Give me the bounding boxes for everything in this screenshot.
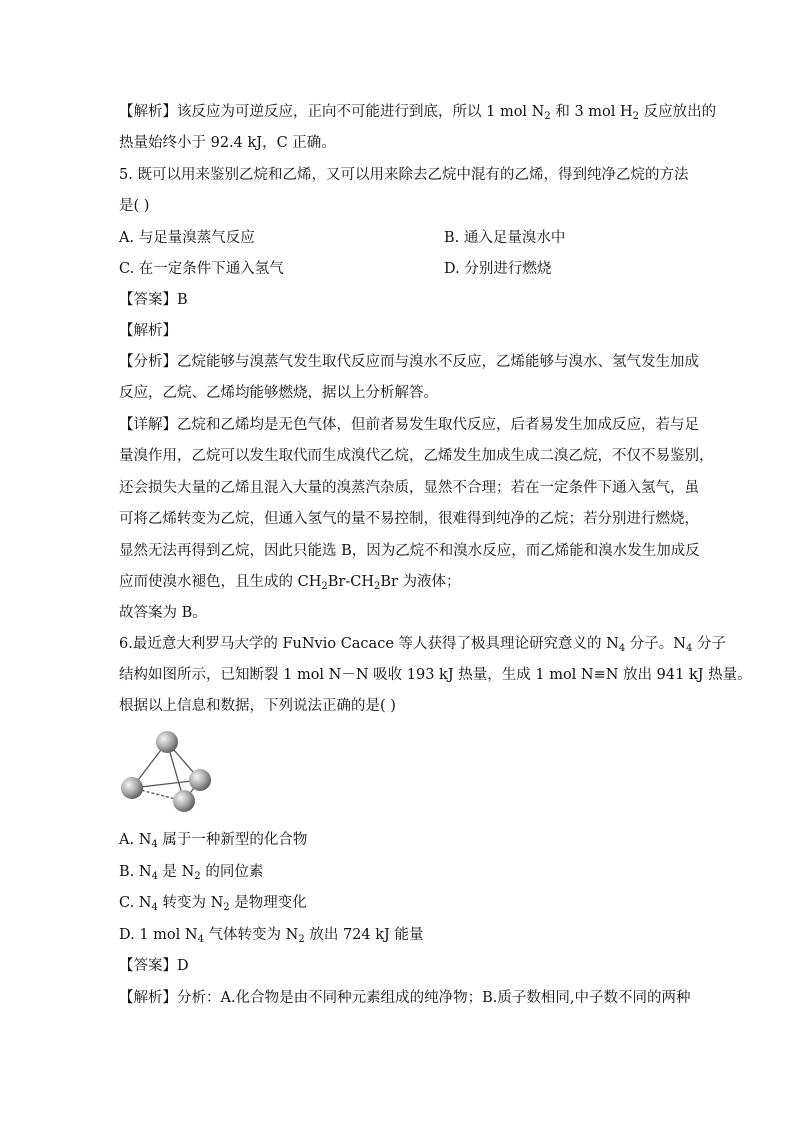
q5-detail-line6: 应而使溴水褪色，且生成的 $CH_2Br-CH_2Br$ 为液体； (119, 574, 461, 592)
q5-stem-line1: 5. 既可以用来鉴别乙烷和乙烯，又可以用来除去乙烷中混有的乙烯，得到纯净乙烷的方法 (119, 167, 689, 183)
q5-detail-line2: 量溴作用，乙烷可以发生取代而生成溴代乙烷，乙烯发生加成生成二溴乙烷，不仅不易鉴别， (119, 448, 714, 464)
q6-stem-line2: 结构如图所示，已知断裂 1 mol N－N 吸收 193 kJ 热量，生成 1 mol N≡N 放出 941 kJ 热量。 (119, 667, 752, 683)
q5-answer: 【答案】B (119, 292, 188, 308)
q5-conclusion: 故答案为 B。 (119, 605, 207, 621)
q4-explain-line2: 热量始终小于 92.4 kJ，C 正确。 (119, 135, 336, 151)
q5-option-c: C. 在一定条件下通入氢气 (119, 261, 284, 277)
q5-option-b: B. 通入足量溴水中 (444, 230, 566, 246)
q5-analysis-line1: 【分析】乙烷能够与溴蒸气发生取代反应而与溴水不反应，乙烯能够与溴水、氢气发生加成 (119, 354, 699, 370)
nitrogen-atom (189, 769, 211, 791)
nitrogen-atom (156, 731, 178, 753)
q5-detail-line3: 还会损失大量的乙烯且混入大量的溴蒸汽杂质，显然不合理；若在一定条件下通入氢气，虽 (119, 480, 699, 496)
n4-molecule-figure (118, 726, 218, 816)
q6-option-a: A. $N_4$ 属于一种新型的化合物 (119, 832, 308, 850)
q5-option-a: A. 与足量溴蒸气反应 (119, 230, 255, 246)
q5-analysis-line2: 反应，乙烷、乙烯均能够燃烧，据以上分析解答。 (119, 385, 438, 401)
q5-stem-line2: 是( ) (119, 198, 150, 214)
q5-detail-line4: 可将乙烯转变为乙烷，但通入氢气的量不易控制，很难得到纯净的乙烷；若分别进行燃烧， (119, 511, 699, 527)
q6-stem-line1: 6.最近意大利罗马大学的 FuNvio Cacace 等人获得了极具理论研究意义的 $N_4$ 分子。$N_4$ 分子 (119, 636, 726, 654)
nitrogen-atom (121, 777, 143, 799)
q6-answer: 【答案】D (119, 958, 189, 974)
q6-option-d: D. 1 mol $N_4$ 气体转变为 $N_2$ 放出 724 kJ 能量 (119, 927, 424, 945)
q6-option-c: C. $N_4$ 转变为 $N_2$ 是物理变化 (119, 895, 307, 913)
q5-detail-line5: 显然无法再得到乙烷，因此只能选 B，因为乙烷不和溴水反应，而乙烯能和溴水发生加成反 (119, 543, 700, 559)
q6-option-b: B. $N_4$ 是 $N_2$ 的同位素 (119, 864, 264, 882)
q5-detail-line1: 【详解】乙烷和乙烯均是无色气体，但前者易发生取代反应，后者易发生加成反应，若与足 (119, 417, 699, 433)
q6-explain: 【解析】分析：A.化合物是由不同种元素组成的纯净物；B.质子数相同,中子数不同的两种 (119, 990, 691, 1006)
q5-option-d: D. 分别进行燃烧 (444, 261, 552, 277)
q6-stem-line3: 根据以上信息和数据，下列说法正确的是( ) (119, 698, 396, 714)
q5-explain-label: 【解析】 (119, 323, 177, 339)
nitrogen-atom (173, 790, 195, 812)
q4-explain-line1: 【解析】该反应为可逆反应，正向不可能进行到底，所以 1 mol $N_2$ 和 3 mol $H_2$ 反应放出的 (119, 104, 717, 122)
